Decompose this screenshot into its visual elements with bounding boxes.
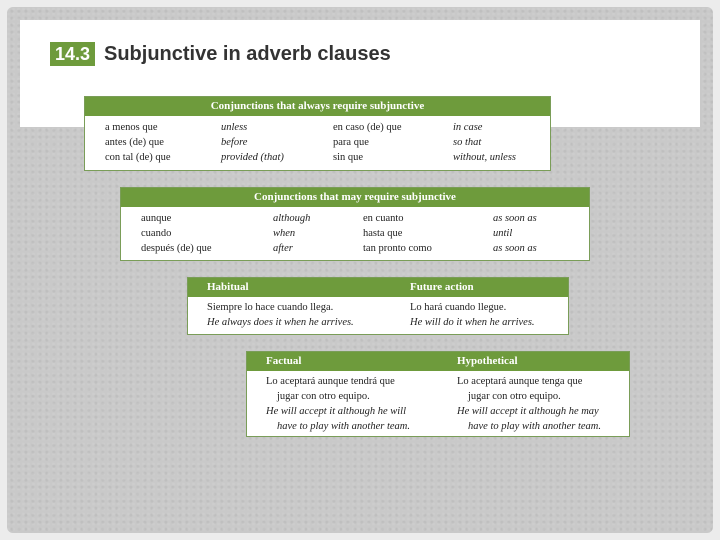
table-may-subjunctive	[120, 187, 590, 261]
table-heading-row	[247, 352, 629, 371]
table-cell: tan pronto como	[363, 243, 432, 254]
table-factual-hypothetical	[246, 351, 630, 437]
example-english: have to play with another team.	[277, 421, 410, 432]
example-english: He will do it when he arrives.	[410, 317, 535, 328]
table-body	[247, 371, 629, 436]
example-english: He will accept it although he will	[266, 406, 406, 417]
table-cell: in case	[453, 122, 483, 133]
table-heading-right: Future action	[410, 281, 474, 293]
table-cell: sin que	[333, 152, 364, 163]
table-cell: cuando	[141, 228, 172, 239]
table-heading-right: Hypothetical	[457, 355, 518, 367]
table-cell: before	[221, 137, 248, 148]
table-cell: hasta que	[363, 228, 403, 239]
table-heading-left: Factual	[266, 355, 302, 367]
example-spanish: Siempre lo hace cuando llega.	[207, 302, 334, 313]
example-spanish: Lo aceptará aunque tenga que	[457, 376, 583, 387]
example-english: have to play with another team.	[468, 421, 601, 432]
table-body	[85, 116, 550, 170]
table-heading-row	[188, 278, 568, 297]
table-cell: unless	[221, 122, 248, 133]
table-body	[188, 297, 568, 334]
example-spanish: jugar con otro equipo.	[468, 391, 561, 402]
section-number-badge: 14.3	[50, 42, 95, 66]
table-habitual-future	[187, 277, 569, 335]
table-cell: con tal (de) que	[105, 152, 171, 163]
table-cell: para que	[333, 137, 369, 148]
table-cell: en caso (de) que	[333, 122, 402, 133]
table-cell: when	[273, 228, 296, 239]
table-cell: until	[493, 228, 513, 239]
table-always-subjunctive	[84, 96, 551, 171]
table-heading: Conjunctions that may require subjunctive	[121, 188, 589, 207]
table-cell: antes (de) que	[105, 137, 164, 148]
table-cell: so that	[453, 137, 482, 148]
table-cell: without, unless	[453, 152, 517, 163]
table-cell: provided (that)	[221, 152, 284, 163]
table-body	[121, 207, 589, 260]
example-spanish: Lo aceptará aunque tendrá que	[266, 376, 395, 387]
table-cell: although	[273, 213, 311, 224]
example-english: He will accept it although he may	[457, 406, 599, 417]
table-heading-left: Habitual	[207, 281, 249, 293]
example-spanish: jugar con otro equipo.	[277, 391, 370, 402]
table-cell: as soon as	[493, 243, 537, 254]
example-spanish: Lo hará cuando llegue.	[410, 302, 507, 313]
table-cell: after	[273, 243, 293, 254]
table-cell: a menos que	[105, 122, 158, 133]
table-cell: as soon as	[493, 213, 537, 224]
table-cell: en cuanto	[363, 213, 404, 224]
example-english: He always does it when he arrives.	[207, 317, 354, 328]
table-heading: Conjunctions that always require subjunctive	[85, 97, 550, 116]
page-title: Subjunctive in adverb clauses	[104, 43, 391, 65]
table-cell: después (de) que	[141, 243, 212, 254]
table-cell: aunque	[141, 213, 172, 224]
